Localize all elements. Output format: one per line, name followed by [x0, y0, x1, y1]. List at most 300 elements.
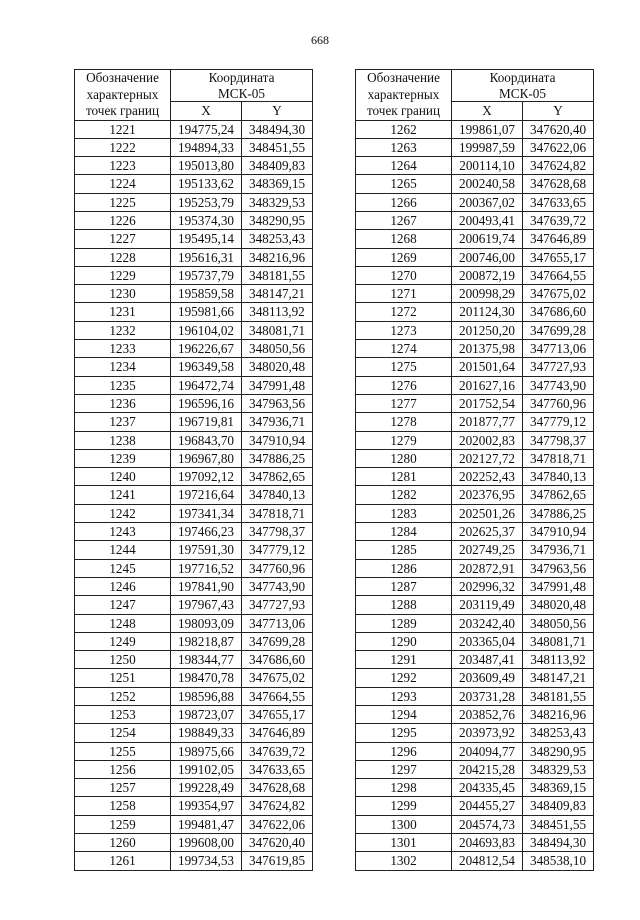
y-coordinate-cell: 347622,06 [523, 138, 594, 156]
y-coordinate-cell: 347779,12 [242, 541, 313, 559]
point-id-cell: 1228 [75, 248, 171, 266]
point-id-cell: 1268 [356, 230, 452, 248]
x-coordinate-cell: 200619,74 [452, 230, 523, 248]
point-id-cell: 1230 [75, 285, 171, 303]
y-coordinate-cell: 347639,72 [242, 742, 313, 760]
table-row [356, 651, 594, 669]
table-row [75, 614, 313, 632]
x-coordinate-cell: 195013,80 [171, 157, 242, 175]
x-coordinate-cell: 203242,40 [452, 614, 523, 632]
point-id-cell: 1241 [75, 486, 171, 504]
point-id-cell: 1257 [75, 779, 171, 797]
table-row [75, 376, 313, 394]
table-row [356, 431, 594, 449]
x-coordinate-cell: 198723,07 [171, 706, 242, 724]
x-coordinate-cell: 203731,28 [452, 687, 523, 705]
right-table-body [356, 120, 594, 870]
point-id-cell: 1301 [356, 834, 452, 852]
y-coordinate-cell: 348113,92 [242, 303, 313, 321]
table-row [356, 706, 594, 724]
table-row [75, 504, 313, 522]
point-id-cell: 1275 [356, 358, 452, 376]
table-row [356, 577, 594, 595]
table-row [75, 468, 313, 486]
point-id-cell: 1293 [356, 687, 452, 705]
y-coordinate-cell: 347991,48 [523, 577, 594, 595]
table-row [356, 760, 594, 778]
y-coordinate-cell: 348216,96 [523, 706, 594, 724]
table-row [75, 193, 313, 211]
point-id-cell: 1225 [75, 193, 171, 211]
x-coordinate-cell: 197216,64 [171, 486, 242, 504]
point-id-cell: 1221 [75, 120, 171, 138]
header-y: Y [523, 102, 594, 120]
point-id-cell: 1258 [75, 797, 171, 815]
x-coordinate-cell: 197092,12 [171, 468, 242, 486]
point-id-cell: 1295 [356, 724, 452, 742]
y-coordinate-cell: 347862,65 [242, 468, 313, 486]
table-row [356, 340, 594, 358]
header-x: X [452, 102, 523, 120]
y-coordinate-cell: 348329,53 [523, 760, 594, 778]
x-coordinate-cell: 200872,19 [452, 266, 523, 284]
y-coordinate-cell: 347675,02 [523, 285, 594, 303]
point-id-cell: 1255 [75, 742, 171, 760]
table-row [356, 211, 594, 229]
y-coordinate-cell: 347620,40 [242, 834, 313, 852]
point-id-cell: 1252 [75, 687, 171, 705]
x-coordinate-cell: 196843,70 [171, 431, 242, 449]
y-coordinate-cell: 347664,55 [523, 266, 594, 284]
header-coords-line1: Координата [452, 70, 594, 86]
point-id-cell: 1276 [356, 376, 452, 394]
y-coordinate-cell: 348253,43 [523, 724, 594, 742]
table-row [75, 651, 313, 669]
x-coordinate-cell: 195981,66 [171, 303, 242, 321]
x-coordinate-cell: 203487,41 [452, 651, 523, 669]
x-coordinate-cell: 201877,77 [452, 413, 523, 431]
x-coordinate-cell: 195253,79 [171, 193, 242, 211]
point-id-cell: 1250 [75, 651, 171, 669]
y-coordinate-cell: 348253,43 [242, 230, 313, 248]
table-row [356, 285, 594, 303]
point-id-cell: 1296 [356, 742, 452, 760]
y-coordinate-cell: 347628,68 [523, 175, 594, 193]
table-row [356, 797, 594, 815]
y-coordinate-cell: 347646,89 [523, 230, 594, 248]
x-coordinate-cell: 196719,81 [171, 413, 242, 431]
y-coordinate-cell: 348494,30 [523, 834, 594, 852]
y-coordinate-cell: 348409,83 [523, 797, 594, 815]
point-id-cell: 1271 [356, 285, 452, 303]
x-coordinate-cell: 200746,00 [452, 248, 523, 266]
point-id-cell: 1264 [356, 157, 452, 175]
x-coordinate-cell: 198849,33 [171, 724, 242, 742]
y-coordinate-cell: 347743,90 [242, 577, 313, 595]
y-coordinate-cell: 347991,48 [242, 376, 313, 394]
point-id-cell: 1280 [356, 449, 452, 467]
x-coordinate-cell: 202501,26 [452, 504, 523, 522]
table-row [75, 523, 313, 541]
y-coordinate-cell: 347910,94 [523, 523, 594, 541]
point-id-cell: 1249 [75, 632, 171, 650]
y-coordinate-cell: 348290,95 [523, 742, 594, 760]
table-row [75, 687, 313, 705]
table-row [356, 632, 594, 650]
y-coordinate-cell: 347639,72 [523, 211, 594, 229]
point-id-cell: 1272 [356, 303, 452, 321]
x-coordinate-cell: 199608,00 [171, 834, 242, 852]
y-coordinate-cell: 348113,92 [523, 651, 594, 669]
table-row [75, 779, 313, 797]
y-coordinate-cell: 347886,25 [242, 449, 313, 467]
x-coordinate-cell: 199987,59 [452, 138, 523, 156]
x-coordinate-cell: 197716,52 [171, 559, 242, 577]
point-id-cell: 1278 [356, 413, 452, 431]
table-row [356, 486, 594, 504]
table-row [356, 834, 594, 852]
y-coordinate-cell: 347798,37 [242, 523, 313, 541]
x-coordinate-cell: 202749,25 [452, 541, 523, 559]
x-coordinate-cell: 202996,32 [452, 577, 523, 595]
x-coordinate-cell: 203973,92 [452, 724, 523, 742]
table-row [356, 175, 594, 193]
x-coordinate-cell: 198975,66 [171, 742, 242, 760]
table-row [75, 632, 313, 650]
y-coordinate-cell: 348147,21 [242, 285, 313, 303]
table-row [356, 248, 594, 266]
point-id-cell: 1246 [75, 577, 171, 595]
y-coordinate-cell: 348369,15 [523, 779, 594, 797]
y-coordinate-cell: 347963,56 [242, 394, 313, 412]
y-coordinate-cell: 348409,83 [242, 157, 313, 175]
table-row [356, 413, 594, 431]
x-coordinate-cell: 200240,58 [452, 175, 523, 193]
x-coordinate-cell: 200493,41 [452, 211, 523, 229]
table-row [356, 541, 594, 559]
table-row [356, 376, 594, 394]
y-coordinate-cell: 348181,55 [242, 266, 313, 284]
y-coordinate-cell: 347655,17 [242, 706, 313, 724]
y-coordinate-cell: 347798,37 [523, 431, 594, 449]
x-coordinate-cell: 196104,02 [171, 321, 242, 339]
x-coordinate-cell: 196596,16 [171, 394, 242, 412]
x-coordinate-cell: 197591,30 [171, 541, 242, 559]
y-coordinate-cell: 347628,68 [242, 779, 313, 797]
y-coordinate-cell: 348369,15 [242, 175, 313, 193]
y-coordinate-cell: 348494,30 [242, 120, 313, 138]
y-coordinate-cell: 347622,06 [242, 815, 313, 833]
table-row [356, 724, 594, 742]
table-row [75, 815, 313, 833]
table-row [356, 779, 594, 797]
point-id-cell: 1240 [75, 468, 171, 486]
point-id-cell: 1242 [75, 504, 171, 522]
table-row [75, 724, 313, 742]
y-coordinate-cell: 347713,06 [523, 340, 594, 358]
x-coordinate-cell: 204335,45 [452, 779, 523, 797]
table-row [75, 138, 313, 156]
table-row [75, 486, 313, 504]
x-coordinate-cell: 198596,88 [171, 687, 242, 705]
coordinates-table-right [355, 69, 594, 871]
point-id-cell: 1253 [75, 706, 171, 724]
x-coordinate-cell: 196472,74 [171, 376, 242, 394]
header-coords-line2: МСК-05 [452, 86, 594, 102]
table-row [75, 230, 313, 248]
y-coordinate-cell: 347699,28 [242, 632, 313, 650]
x-coordinate-cell: 204215,28 [452, 760, 523, 778]
y-coordinate-cell: 347760,96 [242, 559, 313, 577]
x-coordinate-cell: 198470,78 [171, 669, 242, 687]
table-row [356, 394, 594, 412]
y-coordinate-cell: 347686,60 [242, 651, 313, 669]
point-id-cell: 1262 [356, 120, 452, 138]
y-coordinate-cell: 347655,17 [523, 248, 594, 266]
x-coordinate-cell: 202625,37 [452, 523, 523, 541]
table-row [75, 303, 313, 321]
point-id-cell: 1292 [356, 669, 452, 687]
point-id-cell: 1270 [356, 266, 452, 284]
point-id-cell: 1254 [75, 724, 171, 742]
x-coordinate-cell: 197841,90 [171, 577, 242, 595]
y-coordinate-cell: 348451,55 [242, 138, 313, 156]
point-id-cell: 1288 [356, 596, 452, 614]
table-row [75, 669, 313, 687]
table-row [356, 138, 594, 156]
y-coordinate-cell: 348147,21 [523, 669, 594, 687]
table-row [75, 394, 313, 412]
table-row [75, 413, 313, 431]
point-id-cell: 1263 [356, 138, 452, 156]
point-id-cell: 1267 [356, 211, 452, 229]
y-coordinate-cell: 347760,96 [523, 394, 594, 412]
y-coordinate-cell: 347840,13 [242, 486, 313, 504]
table-row [75, 559, 313, 577]
x-coordinate-cell: 199102,05 [171, 760, 242, 778]
point-id-cell: 1285 [356, 541, 452, 559]
x-coordinate-cell: 200998,29 [452, 285, 523, 303]
x-coordinate-cell: 199734,53 [171, 852, 242, 870]
x-coordinate-cell: 203852,76 [452, 706, 523, 724]
table-row [75, 175, 313, 193]
point-id-cell: 1287 [356, 577, 452, 595]
point-id-cell: 1266 [356, 193, 452, 211]
table-row [356, 449, 594, 467]
table-row [356, 559, 594, 577]
y-coordinate-cell: 347699,28 [523, 321, 594, 339]
y-coordinate-cell: 347646,89 [242, 724, 313, 742]
y-coordinate-cell: 347862,65 [523, 486, 594, 504]
point-id-cell: 1282 [356, 486, 452, 504]
point-id-cell: 1247 [75, 596, 171, 614]
table-row [75, 248, 313, 266]
point-id-cell: 1291 [356, 651, 452, 669]
table-row [356, 852, 594, 870]
y-coordinate-cell: 348050,56 [523, 614, 594, 632]
table-row [75, 431, 313, 449]
x-coordinate-cell: 194894,33 [171, 138, 242, 156]
y-coordinate-cell: 347936,71 [523, 541, 594, 559]
point-id-cell: 1297 [356, 760, 452, 778]
point-id-cell: 1299 [356, 797, 452, 815]
table-row [75, 449, 313, 467]
x-coordinate-cell: 201250,20 [452, 321, 523, 339]
y-coordinate-cell: 348290,95 [242, 211, 313, 229]
point-id-cell: 1281 [356, 468, 452, 486]
table-row [75, 358, 313, 376]
point-id-cell: 1289 [356, 614, 452, 632]
x-coordinate-cell: 204693,83 [452, 834, 523, 852]
table-row [75, 742, 313, 760]
table-row [75, 596, 313, 614]
point-id-cell: 1238 [75, 431, 171, 449]
point-id-cell: 1256 [75, 760, 171, 778]
table-row [356, 523, 594, 541]
table-row [356, 742, 594, 760]
x-coordinate-cell: 195495,14 [171, 230, 242, 248]
x-coordinate-cell: 201375,98 [452, 340, 523, 358]
y-coordinate-cell: 347624,82 [242, 797, 313, 815]
x-coordinate-cell: 196226,67 [171, 340, 242, 358]
header-points-label: Обозначение характерных точек границ [75, 70, 171, 121]
table-row [75, 340, 313, 358]
point-id-cell: 1235 [75, 376, 171, 394]
point-id-cell: 1286 [356, 559, 452, 577]
x-coordinate-cell: 203119,49 [452, 596, 523, 614]
y-coordinate-cell: 347624,82 [523, 157, 594, 175]
x-coordinate-cell: 195616,31 [171, 248, 242, 266]
point-id-cell: 1261 [75, 852, 171, 870]
table-row [356, 321, 594, 339]
table-row [75, 852, 313, 870]
x-coordinate-cell: 202252,43 [452, 468, 523, 486]
coordinates-table-left [74, 69, 313, 871]
y-coordinate-cell: 347675,02 [242, 669, 313, 687]
y-coordinate-cell: 348538,10 [523, 852, 594, 870]
x-coordinate-cell: 201752,54 [452, 394, 523, 412]
table-row [356, 669, 594, 687]
point-id-cell: 1232 [75, 321, 171, 339]
x-coordinate-cell: 197466,23 [171, 523, 242, 541]
x-coordinate-cell: 197341,34 [171, 504, 242, 522]
y-coordinate-cell: 347727,93 [242, 596, 313, 614]
point-id-cell: 1226 [75, 211, 171, 229]
y-coordinate-cell: 347664,55 [242, 687, 313, 705]
table-row [75, 321, 313, 339]
point-id-cell: 1259 [75, 815, 171, 833]
point-id-cell: 1245 [75, 559, 171, 577]
x-coordinate-cell: 198093,09 [171, 614, 242, 632]
table-row [75, 797, 313, 815]
y-coordinate-cell: 348181,55 [523, 687, 594, 705]
point-id-cell: 1244 [75, 541, 171, 559]
point-id-cell: 1229 [75, 266, 171, 284]
point-id-cell: 1251 [75, 669, 171, 687]
point-id-cell: 1300 [356, 815, 452, 833]
y-coordinate-cell: 347633,65 [242, 760, 313, 778]
x-coordinate-cell: 202376,95 [452, 486, 523, 504]
y-coordinate-cell: 348020,48 [523, 596, 594, 614]
y-coordinate-cell: 347779,12 [523, 413, 594, 431]
table-row [356, 303, 594, 321]
x-coordinate-cell: 194775,24 [171, 120, 242, 138]
y-coordinate-cell: 347963,56 [523, 559, 594, 577]
point-id-cell: 1233 [75, 340, 171, 358]
x-coordinate-cell: 198344,77 [171, 651, 242, 669]
y-coordinate-cell: 347713,06 [242, 614, 313, 632]
x-coordinate-cell: 196349,58 [171, 358, 242, 376]
y-coordinate-cell: 347620,40 [523, 120, 594, 138]
y-coordinate-cell: 348081,71 [523, 632, 594, 650]
point-id-cell: 1279 [356, 431, 452, 449]
x-coordinate-cell: 202127,72 [452, 449, 523, 467]
point-id-cell: 1223 [75, 157, 171, 175]
x-coordinate-cell: 200367,02 [452, 193, 523, 211]
table-row [356, 358, 594, 376]
point-id-cell: 1260 [75, 834, 171, 852]
point-id-cell: 1248 [75, 614, 171, 632]
table-row [75, 706, 313, 724]
header-points-label: Обозначение характерных точек границ [356, 70, 452, 121]
point-id-cell: 1290 [356, 632, 452, 650]
y-coordinate-cell: 348020,48 [242, 358, 313, 376]
point-id-cell: 1283 [356, 504, 452, 522]
point-id-cell: 1302 [356, 852, 452, 870]
table-row [356, 815, 594, 833]
table-row [356, 596, 594, 614]
point-id-cell: 1237 [75, 413, 171, 431]
table-row [75, 157, 313, 175]
y-coordinate-cell: 347818,71 [242, 504, 313, 522]
point-id-cell: 1234 [75, 358, 171, 376]
point-id-cell: 1294 [356, 706, 452, 724]
x-coordinate-cell: 204094,77 [452, 742, 523, 760]
y-coordinate-cell: 347686,60 [523, 303, 594, 321]
y-coordinate-cell: 347886,25 [523, 504, 594, 522]
x-coordinate-cell: 201501,64 [452, 358, 523, 376]
point-id-cell: 1274 [356, 340, 452, 358]
x-coordinate-cell: 198218,87 [171, 632, 242, 650]
x-coordinate-cell: 195133,62 [171, 175, 242, 193]
table-row [356, 468, 594, 486]
table-row [75, 541, 313, 559]
table-row [75, 266, 313, 284]
y-coordinate-cell: 347840,13 [523, 468, 594, 486]
point-id-cell: 1231 [75, 303, 171, 321]
header-y: Y [242, 102, 313, 120]
table-row [75, 760, 313, 778]
point-id-cell: 1239 [75, 449, 171, 467]
y-coordinate-cell: 348050,56 [242, 340, 313, 358]
point-id-cell: 1243 [75, 523, 171, 541]
y-coordinate-cell: 347910,94 [242, 431, 313, 449]
x-coordinate-cell: 204812,54 [452, 852, 523, 870]
left-table-body [75, 120, 313, 870]
y-coordinate-cell: 347936,71 [242, 413, 313, 431]
table-row [356, 687, 594, 705]
y-coordinate-cell: 347743,90 [523, 376, 594, 394]
point-id-cell: 1298 [356, 779, 452, 797]
x-coordinate-cell: 199861,07 [452, 120, 523, 138]
x-coordinate-cell: 195737,79 [171, 266, 242, 284]
header-x: X [171, 102, 242, 120]
y-coordinate-cell: 347727,93 [523, 358, 594, 376]
x-coordinate-cell: 203365,04 [452, 632, 523, 650]
header-coords-line1: Координата [171, 70, 313, 86]
x-coordinate-cell: 195374,30 [171, 211, 242, 229]
y-coordinate-cell: 348216,96 [242, 248, 313, 266]
